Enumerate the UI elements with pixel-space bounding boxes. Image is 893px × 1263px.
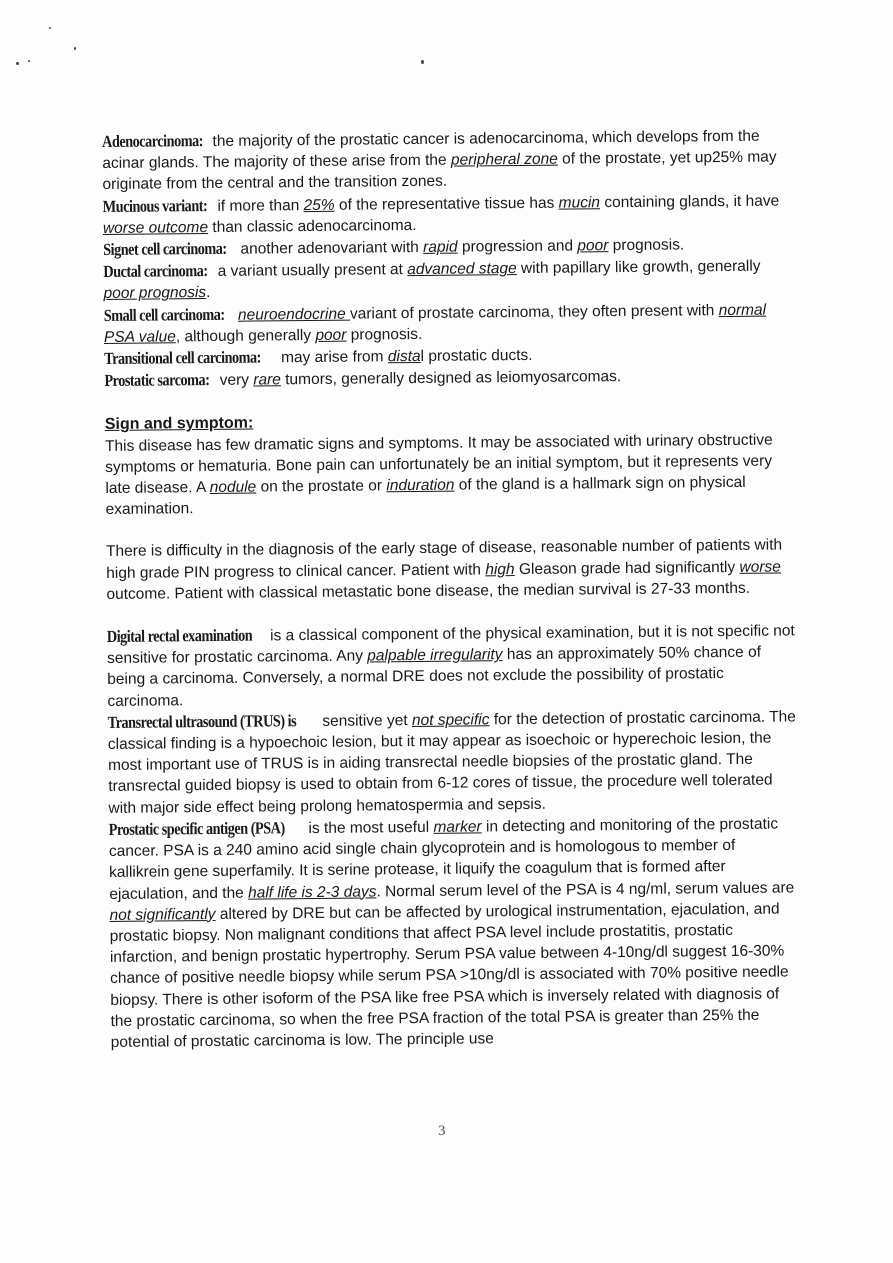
emphasis-text: induration	[386, 476, 455, 495]
paragraph-dre	[107, 619, 798, 711]
body-text: This disease has few dramatic signs and symptoms. It may be associated with urinary obstructive symptoms or hematuria. Bone pain can unfortunately be an initial symptom, but it represents very late disease. A	[104, 431, 773, 498]
paragraph-small-cell	[104, 298, 794, 348]
body-text: outcome. Patient with classical metastatic bone disease, the median survival is 27-33 months.	[106, 579, 751, 603]
term-heading: Mucinous variant:	[102, 195, 208, 216]
body-text: progression and	[457, 237, 578, 256]
term-heading: Ductal carcinoma:	[103, 261, 208, 282]
body-text: than classic adenocarcinoma.	[207, 216, 417, 236]
body-text: with papillary like growth, generally	[516, 257, 761, 278]
paragraph-mucinous	[103, 189, 793, 239]
term-heading: Adenocarcinoma:	[102, 131, 204, 151]
term-heading: Prostatic specific antigen (PSA)	[108, 818, 285, 839]
emphasis-text: poor	[315, 326, 347, 344]
body-text: tumors, generally designed as leiomyosarcomas.	[280, 368, 622, 389]
emphasis-text: mucin	[558, 193, 601, 212]
emphasis-text: palpable irregularity	[367, 646, 503, 665]
body-text: prognosis.	[346, 325, 423, 344]
emphasis-text: poor	[577, 237, 609, 255]
paragraph-trus	[108, 705, 799, 819]
term-heading: Digital rectal examination	[106, 625, 253, 647]
body-text: has an approximately 50% chance of being a carcinoma. Conversely, a normal DRE does not exclude the possibility of prostatic carcinoma.	[107, 643, 762, 710]
body-text: . Normal serum level of the PSA is 4 ng/ml, serum values are	[376, 878, 795, 900]
emphasis-text: half life is 2-3 days	[247, 882, 377, 902]
emphasis-text: advanced stage	[407, 260, 517, 279]
page-number: 3	[438, 1123, 446, 1139]
body-text: of the prostate, yet up25% may originate from the central and the transition zones.	[102, 148, 777, 194]
term-heading: Transrectal ultrasound (TRUS) is	[107, 711, 297, 732]
emphasis-text: neuroendocrine	[237, 305, 351, 324]
emphasis-text: worse	[739, 558, 781, 576]
paragraph-adenocarcinoma	[102, 124, 793, 195]
body-text: , although generally	[175, 326, 316, 346]
body-text: is a classical component of the physical examination, but it is not specific not sensitive for prostatic carcinoma. Any	[106, 622, 795, 668]
body-text: another adenovariant with	[236, 238, 424, 258]
emphasis-text: 25%	[303, 196, 335, 214]
term-heading: Transitional cell carcinoma:	[104, 347, 261, 369]
scan-speck	[28, 60, 30, 62]
body-text: may arise from	[276, 348, 388, 367]
body-text: altered by DRE but can be affected by urological instrumentation, ejaculation, and prostatic biopsy. Non malignant conditions that affect PSA level include prostatitis, prostatic infarction, and benign prostatic hypertrophy. Serum PSA value between 4-10ng/dl suggest 16-30% chance of positive needle biopsy while serum PSA >10ng/dl is associated with 70% positive needle biopsy. There is other isoform of the PSA like free PSA which is inversely related with diagnosis of the prostatic carcinoma, so when the free PSA fraction of the total PSA is greater than 25% the potential of prostatic carcinoma is low. The principle use	[109, 900, 789, 1051]
term-heading: Signet cell carcinoma:	[103, 238, 227, 260]
paragraph-psa	[109, 812, 801, 1053]
body-text: in detecting and monitoring of the prostatic cancer. PSA is a 240 amino acid single chain glycoprotein and is homologous to member of kallikrein gene superfamily. It is serine protease, it liquify the coagulum that is formed after ejaculation, and the	[108, 815, 779, 903]
scan-speck	[16, 62, 19, 65]
body-text: Gleason grade had significantly	[514, 558, 740, 578]
paragraph-difficulty	[106, 535, 797, 605]
emphasis-text: high	[485, 560, 515, 578]
emphasis-text: nodule	[209, 478, 257, 497]
body-text: sensitive yet	[317, 711, 413, 730]
emphasis-text: dista	[387, 347, 421, 366]
emphasis-text: rare	[253, 371, 281, 389]
body-text: very	[215, 371, 254, 390]
emphasis-text: not significantly	[109, 905, 216, 924]
body-text: the majority of the prostatic cancer is adenocarcinoma, which develops from the acinar glands. The majority of these arise from the	[102, 127, 760, 173]
body-text: a variant usually present at	[213, 261, 408, 281]
body-text: There is difficulty in the diagnosis of the early stage of disease, reasonable number of patients with high grade PIN progress to clinical cancer. Patient with	[105, 536, 783, 582]
body-text: containing glands, it have	[599, 192, 780, 211]
body-text: of the representative tissue has	[334, 194, 559, 214]
emphasis-text: normal PSA value	[103, 301, 767, 346]
emphasis-text: not specific	[411, 711, 490, 729]
paragraph-ductal	[103, 255, 793, 305]
emphasis-text: marker	[433, 818, 482, 836]
emphasis-text: peripheral zone	[450, 150, 558, 169]
scan-speck	[421, 60, 424, 64]
scan-speck	[74, 47, 76, 50]
body-text: if more than	[213, 196, 304, 215]
emphasis-text: worse outcome	[102, 218, 209, 237]
term-heading: Small cell carcinoma:	[103, 304, 225, 325]
body-text: l prostatic ducts.	[420, 346, 533, 365]
body-text: for the detection of prostatic carcinoma. The classical finding is a hypoechoic lesion, but it may appear as isoechoic or hyperechoic lesion, the most important use of TRUS is in aiding transrectal needle biopsies of the prostatic gland. The transrectal guided biopsy is used to obtain from 6-12 cores of tissue, the procedure well tolerated with major side effect being prolong hematospermia and sepsis.	[107, 708, 796, 817]
section-heading: Sign and symptom:	[104, 414, 254, 434]
body-text: is the most useful	[304, 818, 434, 837]
scan-speck	[49, 27, 51, 29]
body-text: prognosis.	[608, 236, 685, 255]
emphasis-text: poor prognosis	[103, 284, 207, 303]
body-text: .	[206, 284, 211, 302]
body-text: variant of prostate carcinoma, they often present with	[349, 301, 719, 323]
body-text: on the prostate or	[256, 477, 387, 496]
paragraph-sign	[105, 429, 796, 520]
emphasis-text: rapid	[423, 238, 458, 256]
document-body	[102, 124, 801, 1053]
term-heading: Prostatic sarcoma:	[104, 370, 210, 391]
body-text: of the gland is a hallmark sign on physical examination.	[105, 473, 746, 519]
